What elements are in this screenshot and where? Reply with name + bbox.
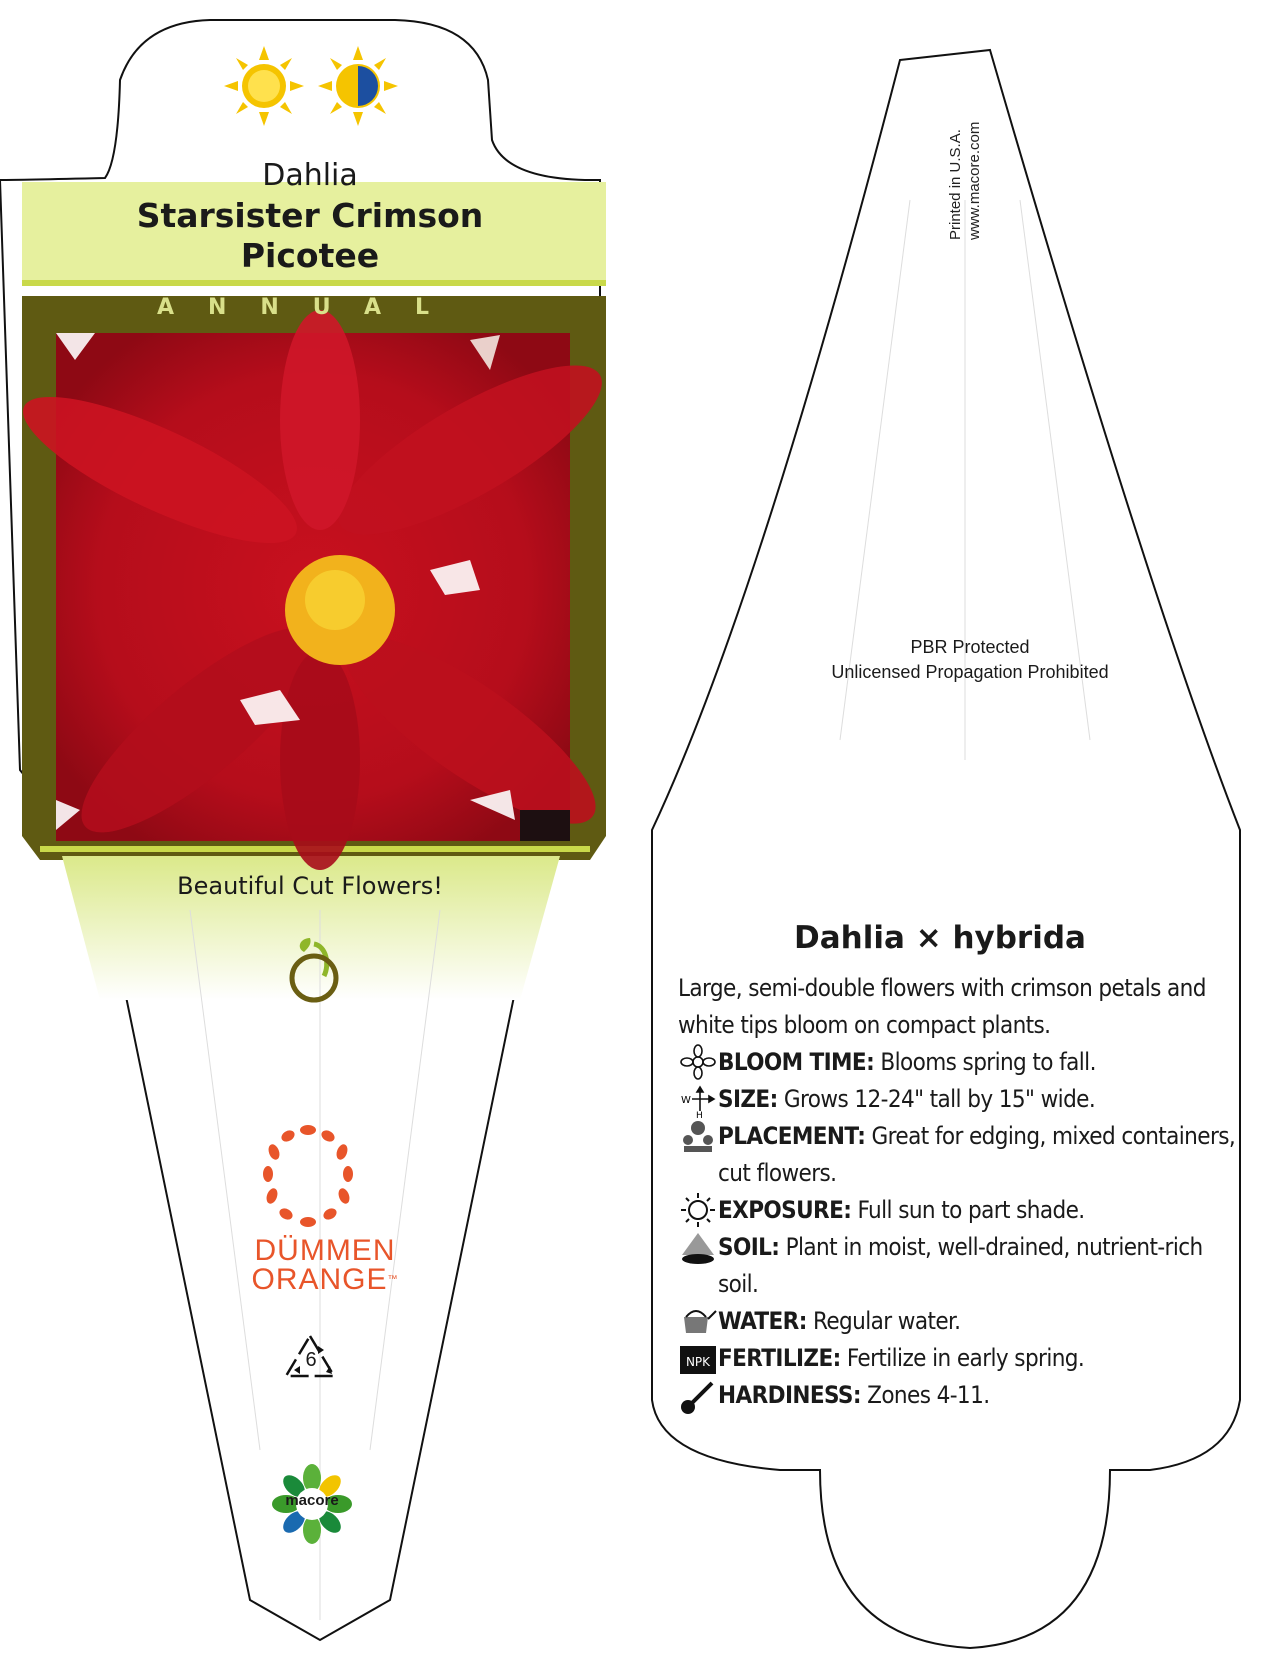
description: Large, semi-double flowers with crimson petals and white tips bloom on compact plants. (678, 974, 1206, 1039)
soil-icon (678, 1229, 718, 1266)
size-icon (678, 1081, 718, 1118)
care-label: PLACEMENT: (718, 1122, 866, 1150)
care-row-exposure (678, 1192, 1238, 1229)
care-label: WATER: (718, 1307, 807, 1335)
care-label: SIZE: (718, 1085, 778, 1113)
exposure-icon (678, 1192, 718, 1229)
pbr-line-1: PBR Protected (910, 637, 1030, 657)
genus-name: Dahlia (262, 158, 358, 193)
care-row-hardiness (678, 1377, 1238, 1414)
dummen-orange-ring-icon (258, 1122, 358, 1232)
fertilize-icon (678, 1340, 718, 1377)
care-info (678, 970, 1238, 1414)
printed-line-2: www.macore.com (966, 121, 983, 240)
care-label: FERTILIZE: (718, 1344, 841, 1372)
care-text: Blooms spring to fall. (880, 1048, 1096, 1076)
care-row-fertilize (678, 1340, 1238, 1377)
placement-icon (678, 1118, 718, 1155)
care-text: Fertilize in early spring. (846, 1344, 1085, 1372)
care-row-water (678, 1303, 1238, 1340)
pbr-line-2: Unlicensed Propagation Prohibited (831, 662, 1109, 682)
npk-label: NPK (685, 1355, 711, 1369)
cultivar-line-2: Picotee (240, 236, 380, 275)
pbr-notice (780, 635, 1160, 685)
care-text: Grows 12-24" tall by 15" wide. (783, 1085, 1096, 1113)
macore-label: macore (285, 1492, 339, 1509)
hardiness-icon (678, 1377, 718, 1414)
part-shade-icon (318, 46, 398, 126)
brand-line-2: ORANGE™ (251, 1263, 399, 1296)
botanical-name: Dahlia × hybrida (794, 920, 1086, 956)
care-text: Zones 4-11. (867, 1381, 990, 1409)
care-label: SOIL: (718, 1233, 780, 1261)
care-text: Full sun to part shade. (857, 1196, 1085, 1224)
full-sun-icon (224, 46, 304, 126)
care-label: BLOOM TIME: (718, 1048, 875, 1076)
dummen-orange-logo (225, 1236, 425, 1294)
water-icon (678, 1303, 718, 1340)
cultivar-name (60, 196, 560, 276)
brand-line-1: DÜMMEN (254, 1234, 396, 1267)
seedling-icon (286, 934, 342, 1004)
care-text: Great for edging, mixed containers, cut flowers. (718, 1122, 1236, 1187)
printed-note (946, 40, 983, 240)
category-label: ANNUAL (156, 295, 464, 320)
care-row-placement (678, 1118, 1238, 1192)
care-row-size (678, 1081, 1238, 1118)
svg-text:H: H (696, 1111, 703, 1118)
care-row-bloom (678, 1044, 1238, 1081)
care-text: Plant in moist, well-drained, nutrient-rich soil. (718, 1233, 1203, 1298)
care-row-soil (678, 1229, 1238, 1303)
cultivar-line-1: Starsister Crimson (136, 196, 484, 235)
tagline: Beautiful Cut Flowers! (177, 872, 443, 900)
recycle-number: 6 (305, 1349, 317, 1371)
printed-line-1: Printed in U.S.A. (947, 129, 964, 240)
bloom-icon (678, 1044, 718, 1081)
care-label: EXPOSURE: (718, 1196, 852, 1224)
care-text: Regular water. (813, 1307, 961, 1335)
care-label: HARDINESS: (718, 1381, 861, 1409)
svg-text:W: W (681, 1095, 691, 1106)
